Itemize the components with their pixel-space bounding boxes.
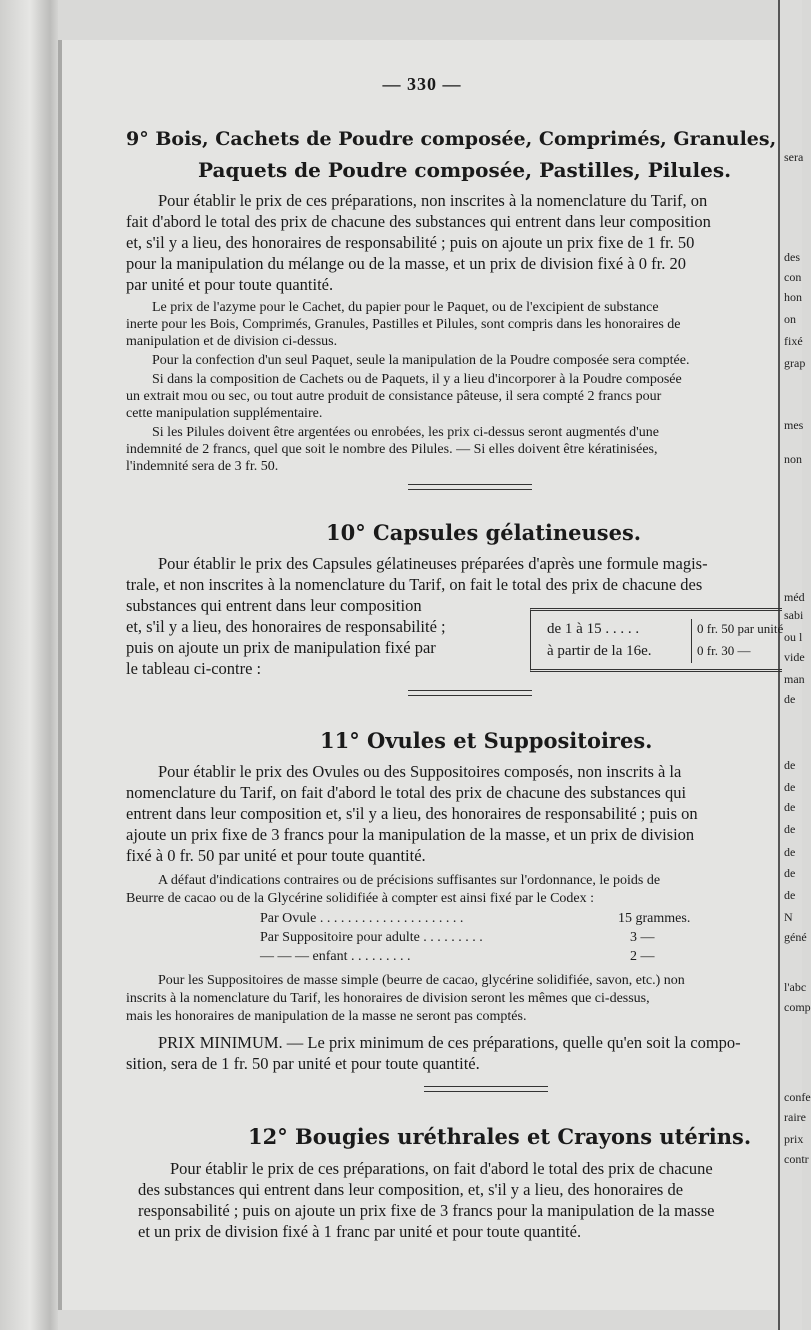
s9-note-line: un extrait mou ou sec, ou tout autre produit de consistance pâteuse, il sera compté 2 francs pour	[126, 389, 662, 404]
margin-fragment: des	[784, 250, 800, 264]
table-row-range: à partir de la 16e.	[547, 643, 652, 659]
weight-row-label: Par Ovule . . . . . . . . . . . . . . . . . . . . .	[260, 911, 464, 926]
margin-fragment: méd	[784, 590, 805, 604]
capsule-price-table	[530, 608, 782, 672]
section-divider	[424, 1086, 548, 1092]
margin-fragment: géné	[784, 930, 807, 944]
margin-fragment: mes	[784, 418, 804, 432]
s10-p1-line: trale, et non inscrites à la nomenclature du Tarif, on fait le total des prix de chacune des	[126, 575, 703, 594]
s11-note-line: mais les honoraires de manipulation de la masse ne seront pas comptés.	[126, 1009, 527, 1024]
page-number: — 330 —	[382, 74, 462, 94]
margin-fragment: de	[784, 866, 796, 880]
margin-fragment: comp	[784, 1000, 811, 1014]
s10-p1-line: Pour établir le prix des Capsules gélatineuses préparées d'après une formule magis-	[158, 554, 708, 573]
margin-fragment: man	[784, 672, 805, 686]
s11-p1-line: Pour établir le prix des Ovules ou des Suppositoires composés, non inscrits à la	[158, 762, 682, 781]
scan-binding-edge	[0, 0, 58, 1330]
margin-fragment: grap	[784, 356, 806, 370]
s10-p1-line: puis on ajoute un prix de manipulation fixé par	[126, 638, 436, 657]
margin-fragment: de	[784, 888, 796, 902]
s10-p1-line: substances qui entrent dans leur composition	[126, 596, 422, 615]
s9-note-line: Si dans la composition de Cachets ou de Paquets, il y a lieu d'incorporer à la Poudre composée	[152, 372, 682, 387]
s9-note-line: Si les Pilules doivent être argentées ou enrobées, les prix ci-dessus seront augmentés d'une	[152, 425, 659, 440]
s9-note-line: manipulation et de division ci-dessus.	[126, 334, 338, 349]
margin-fragment: de	[784, 758, 796, 772]
table-row-range: de 1 à 15 . . . . .	[547, 621, 640, 637]
section-12-title: 12° Bougies uréthrales et Crayons utérins.	[248, 1124, 752, 1149]
margin-fragment: sabi	[784, 608, 804, 622]
weight-row-label: Par Suppositoire pour adulte . . . . . . . . .	[260, 930, 483, 945]
margin-fragment: contr	[784, 1152, 809, 1166]
section-divider	[408, 484, 532, 490]
s9-p1-line: Pour établir le prix de ces préparations, non inscrites à la nomenclature du Tarif, on	[158, 191, 708, 210]
section-divider	[408, 690, 532, 696]
s9-note-line: indemnité de 2 francs, quel que soit le nombre des Pilules. — Si elles doivent être kératinisées,	[126, 442, 658, 457]
s9-note-line: cette manipulation supplémentaire.	[126, 406, 323, 421]
s9-note-line: Le prix de l'azyme pour le Cachet, du papier pour le Paquet, ou de l'excipient de substance	[152, 300, 659, 315]
weight-row-value: 15 grammes.	[618, 911, 691, 926]
margin-fragment: fixé	[784, 334, 803, 348]
s11-note-line: Pour les Suppositoires de masse simple (beurre de cacao, glycérine solidifiée, savon, etc.) non	[158, 973, 685, 988]
s11-p1-line: ajoute un prix fixe de 3 francs pour la manipulation de la masse, et un prix de division	[126, 825, 695, 844]
s11-min-line: sition, sera de 1 fr. 50 par unité et pour toute quantité.	[126, 1054, 480, 1073]
margin-fragment: con	[784, 270, 802, 284]
margin-fragment: de	[784, 800, 796, 814]
margin-fragment: ou l	[784, 630, 803, 644]
margin-fragment: non	[784, 452, 802, 466]
s12-p1-line: responsabilité ; puis on ajoute un prix fixe de 3 francs pour la manipulation de la masse	[138, 1201, 715, 1220]
s12-p1-line: des substances qui entrent dans leur composition, et, s'il y a lieu, des honoraires de	[138, 1180, 684, 1199]
section-9-title-line2: Paquets de Poudre composée, Pastilles, Pilules.	[198, 158, 732, 182]
section-11-title: 11° Ovules et Suppositoires.	[320, 728, 653, 753]
s12-p1-line: et un prix de division fixé à 1 franc par unité et pour toute quantité.	[138, 1222, 582, 1241]
margin-fragment: de	[784, 692, 796, 706]
s11-note-line: A défaut d'indications contraires ou de précisions suffisantes sur l'ordonnance, le poids de	[158, 873, 661, 888]
margin-fragment: confe	[784, 1090, 811, 1104]
margin-fragment: vide	[784, 650, 805, 664]
s11-p1-line: fixé à 0 fr. 50 par unité et pour toute quantité.	[126, 846, 426, 865]
s10-p1-line: le tableau ci-contre :	[126, 659, 262, 678]
margin-fragment: N	[784, 910, 793, 924]
s11-p1-line: nomenclature du Tarif, on fait d'abord le total des prix de chacune des substances qui	[126, 783, 687, 802]
s9-note-line: inerte pour les Bois, Comprimés, Granules, Pastilles et Pilules, sont compris dans les honoraires de	[126, 317, 681, 332]
table-row-price: 0 fr. 30 —	[697, 643, 751, 658]
section-10-title: 10° Capsules gélatineuses.	[326, 520, 642, 545]
s9-p1-line: et, s'il y a lieu, des honoraires de responsabilité ; puis on ajoute un prix fixe de 1 fr. 50	[126, 233, 695, 252]
s10-p1-line: et, s'il y a lieu, des honoraires de responsabilité ;	[126, 617, 446, 636]
s9-note-line: l'indemnité sera de 3 fr. 50.	[126, 459, 279, 474]
margin-fragment: sera	[784, 150, 804, 164]
weight-row-value: 2 —	[630, 949, 655, 964]
margin-fragment: de	[784, 845, 796, 859]
margin-fragment: l'abc	[784, 980, 807, 994]
s9-note-line: Pour la confection d'un seul Paquet, seule la manipulation de la Poudre composée sera comptée.	[152, 353, 690, 368]
margin-fragment: on	[784, 312, 796, 326]
margin-fragment: raire	[784, 1110, 806, 1124]
s11-p1-line: entrent dans leur composition et, s'il y a lieu, des honoraires de responsabilité ; puis on	[126, 804, 698, 823]
margin-fragment: hon	[784, 290, 802, 304]
margin-fragment: prix	[784, 1132, 804, 1146]
weight-row-value: 3 —	[630, 930, 655, 945]
margin-fragment: de	[784, 780, 796, 794]
book-page	[58, 40, 784, 1310]
s9-p1-line: par unité et pour toute quantité.	[126, 275, 334, 294]
s11-note-line: Beurre de cacao ou de la Glycérine solidifiée à compter est ainsi fixé par le Codex :	[126, 891, 595, 906]
margin-fragment: de	[784, 822, 796, 836]
table-row-price: 0 fr. 50 par unité	[697, 621, 784, 636]
weight-row-label: — — — enfant . . . . . . . . .	[260, 949, 411, 964]
s11-note-line: inscrits à la nomenclature du Tarif, les honoraires de division seront les mêmes que ci-dessus,	[126, 991, 650, 1006]
section-9-title-line1: 9° Bois, Cachets de Poudre composée, Comprimés, Granules,	[126, 128, 777, 150]
table-column-divider	[691, 619, 692, 663]
s11-min-line: PRIX MINIMUM. — Le prix minimum de ces préparations, quelle qu'en soit la compo-	[158, 1033, 741, 1052]
s12-p1-line: Pour établir le prix de ces préparations, on fait d'abord le total des prix de chacune	[170, 1159, 713, 1178]
s9-p1-line: fait d'abord le total des prix de chacune des substances qui entrent dans leur composition	[126, 212, 711, 231]
s9-p1-line: pour la manipulation du mélange ou de la masse, et un prix de division fixé à 0 fr. 20	[126, 254, 686, 273]
